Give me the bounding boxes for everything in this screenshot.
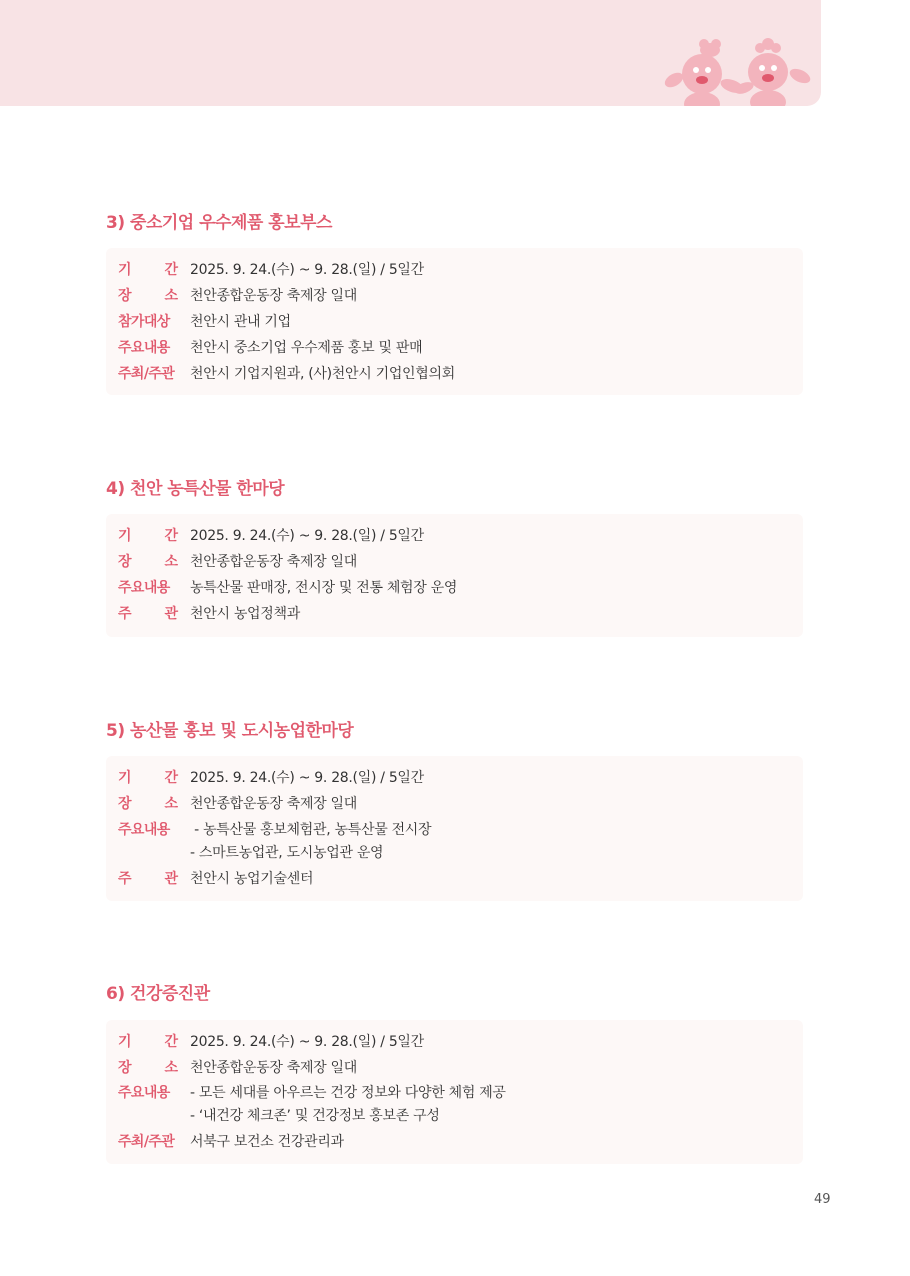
info-row-place [106,550,803,574]
row-label: 기 간 [118,770,178,786]
row-value: 천안종합운동장 축제장 일대 [190,796,357,812]
info-row-organizer [106,602,803,626]
row-label: 주최/주관 [118,366,175,382]
row-label: 기 간 [118,1034,178,1050]
row-label: 장 소 [118,1060,178,1076]
info-row-period [106,524,803,548]
info-row-host [106,1130,803,1154]
row-label: 주 관 [118,606,178,622]
section-title-6: 6) 건강증진관 [106,984,210,1004]
row-label: 기 간 [118,262,178,278]
info-row-host [106,362,803,386]
row-value: 천안시 관내 기업 [190,314,291,330]
row-label: 주최/주관 [118,1134,175,1150]
row-value: - 스마트농업관, 도시농업관 운영 [190,845,384,861]
info-row-organizer [106,867,803,891]
row-label: 장 소 [118,554,178,570]
row-label: 주요내용 [118,580,170,596]
section-title-5: 5) 농산물 홍보 및 도시농업한마당 [106,721,354,741]
row-value: 천안시 기업지원과, (사)천안시 기업인협의회 [190,366,455,382]
info-box-3 [106,248,803,395]
row-value: 서북구 보건소 건강관리과 [190,1134,344,1150]
row-value: 천안시 농업정책과 [190,606,300,622]
info-row-content [106,576,803,600]
info-row-content [106,818,803,842]
row-value: 농특산물 판매장, 전시장 및 전통 체험장 운영 [190,580,458,596]
row-value: - 농특산물 홍보체험관, 농특산물 전시장 [190,822,432,838]
row-label: 주요내용 [118,822,170,838]
info-row-place [106,1056,803,1080]
row-value: 2025. 9. 24.(수) ~ 9. 28.(일) / 5일간 [190,262,424,278]
info-box-4 [106,514,803,637]
info-row-place [106,284,803,308]
row-label: 주요내용 [118,1085,170,1101]
row-value: 2025. 9. 24.(수) ~ 9. 28.(일) / 5일간 [190,528,424,544]
row-value: - 모든 세대를 아우르는 건강 정보와 다양한 체험 제공 [190,1085,506,1101]
info-row-content [106,1081,803,1105]
row-value: - ‘내건강 체크존’ 및 건강정보 홍보존 구성 [190,1108,440,1124]
section-title-4: 4) 천안 농특산물 한마당 [106,479,285,499]
info-row-target [106,310,803,334]
row-label: 장 소 [118,288,178,304]
info-row-content-cont [106,1104,803,1128]
row-value: 2025. 9. 24.(수) ~ 9. 28.(일) / 5일간 [190,1034,424,1050]
row-label: 참가대상 [118,314,170,330]
row-value: 천안종합운동장 축제장 일대 [190,554,357,570]
row-value: 천안시 농업기술센터 [190,871,314,887]
header-band [0,0,821,106]
info-row-period [106,258,803,282]
row-label: 주 관 [118,871,178,887]
info-box-6 [106,1020,803,1164]
mascot-characters-icon [660,36,820,106]
row-label: 장 소 [118,796,178,812]
info-row-place [106,792,803,816]
info-row-period [106,1030,803,1054]
row-value: 천안종합운동장 축제장 일대 [190,288,357,304]
row-value: 2025. 9. 24.(수) ~ 9. 28.(일) / 5일간 [190,770,424,786]
row-label: 기 간 [118,528,178,544]
info-box-5 [106,756,803,901]
row-value: 천안종합운동장 축제장 일대 [190,1060,357,1076]
page-number: 49 [814,1192,831,1207]
info-row-content [106,336,803,360]
info-row-content-cont [106,841,803,865]
section-title-3: 3) 중소기업 우수제품 홍보부스 [106,213,332,233]
info-row-period [106,766,803,790]
row-label: 주요내용 [118,340,170,356]
row-value: 천안시 중소기업 우수제품 홍보 및 판매 [190,340,423,356]
